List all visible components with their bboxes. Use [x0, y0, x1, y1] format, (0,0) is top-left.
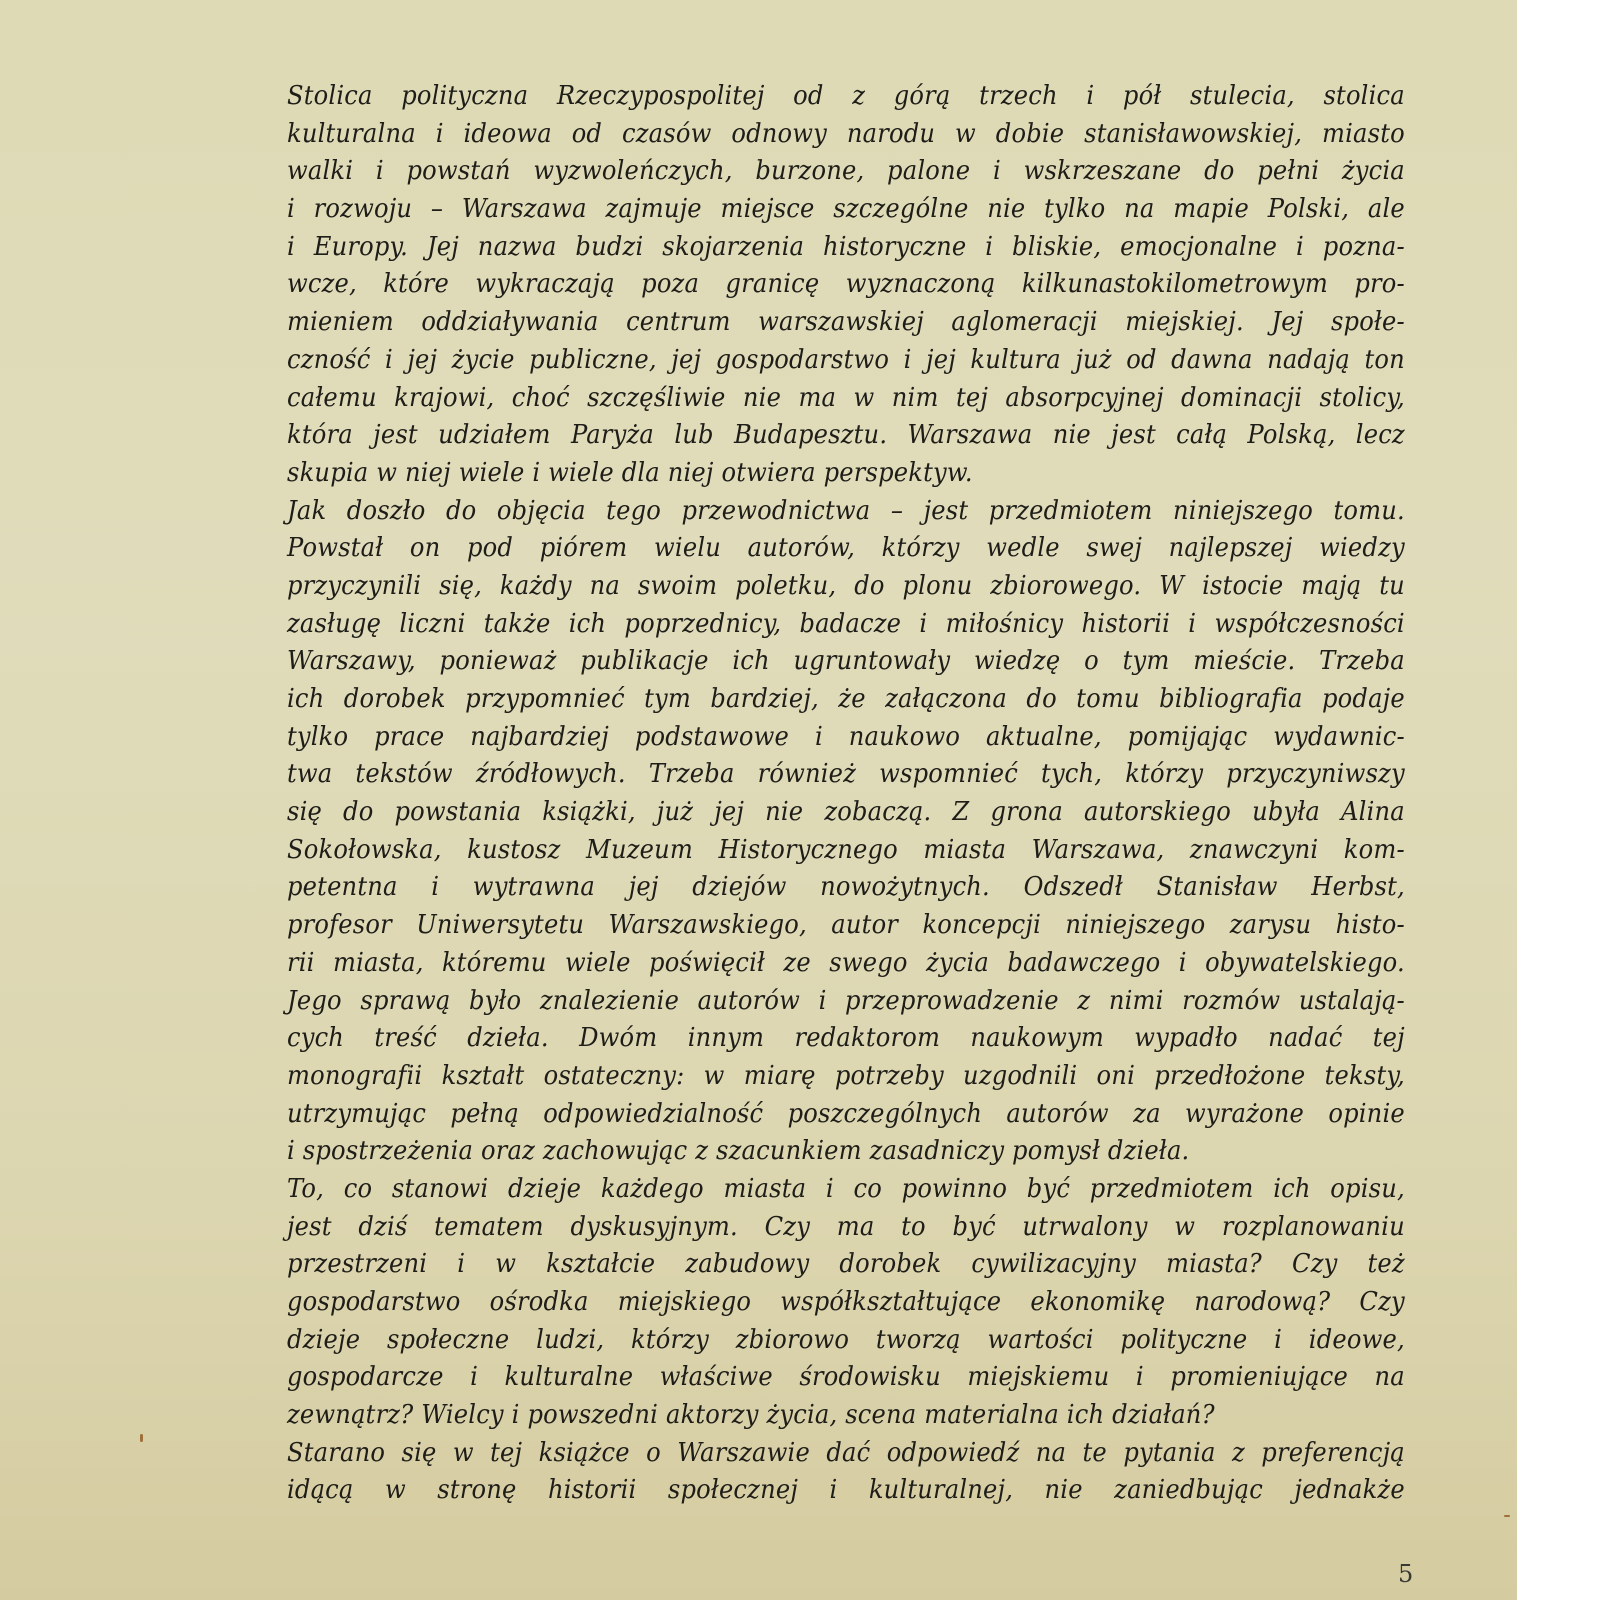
- text-line: Jego sprawą było znalezienie autorów i przeprowadzenie z nimi rozmów ustalają-: [287, 985, 1405, 1016]
- text-line: Warszawy, ponieważ publikacje ich ugruntowały wiedzę o tym mieście. Trzeba: [287, 646, 1405, 677]
- text-line: cych treść dzieła. Dwóm innym redaktorom naukowym wypadło nadać tej: [287, 1023, 1405, 1054]
- text-line: mieniem oddziaływania centrum warszawskiej aglomeracji miejskiej. Jej społe-: [287, 307, 1405, 338]
- text-line: kulturalna i ideowa od czasów odnowy narodu w dobie stanisławowskiej, miasto: [287, 118, 1405, 149]
- text-line: profesor Uniwersytetu Warszawskiego, autor koncepcji niniejszego zarysu histo-: [287, 910, 1405, 941]
- text-line: i Europy. Jej nazwa budzi skojarzenia historyczne i bliskie, emocjonalne i pozna-: [287, 231, 1405, 262]
- text-line: gospodarcze i kulturalne właściwe środowisku miejskiemu i promieniujące na: [287, 1362, 1405, 1393]
- text-line: czność i jej życie publiczne, jej gospodarstwo i jej kultura już od dawna nadają ton: [287, 344, 1405, 375]
- text-line: przestrzeni i w kształcie zabudowy dorobek cywilizacyjny miasta? Czy też: [287, 1249, 1405, 1280]
- text-line: To, co stanowi dzieje każdego miasta i co powinno być przedmiotem ich opisu,: [287, 1173, 1405, 1204]
- text-line: jest dziś tematem dyskusyjnym. Czy ma to być utrwalony w rozplanowaniu: [287, 1211, 1405, 1242]
- text-line: Jak doszło do objęcia tego przewodnictwa – jest przedmiotem niniejszego tomu.: [287, 495, 1405, 526]
- text-line: i spostrzeżenia oraz zachowując z szacunkiem zasadniczy pomysł dzieła.: [287, 1136, 1190, 1167]
- text-line: petentna i wytrawna jej dziejów nowożytnych. Odszedł Stanisław Herbst,: [287, 872, 1405, 903]
- text-line: Powstał on pod piórem wielu autorów, którzy wedle swej najlepszej wiedzy: [287, 533, 1405, 564]
- paper-speck: [140, 1434, 143, 1442]
- text-line: rii miasta, któremu wiele poświęcił ze swego życia badawczego i obywatelskiego.: [287, 947, 1405, 978]
- page-number: 5: [1398, 1560, 1414, 1588]
- text-line: wcze, które wykraczają poza granicę wyznaczoną kilkunastokilometrowym pro-: [287, 269, 1405, 300]
- text-line: się do powstania książki, już jej nie zobaczą. Z grona autorskiego ubyła Alina: [287, 797, 1405, 828]
- text-line: i rozwoju – Warszawa zajmuje miejsce szczególne nie tylko na mapie Polski, ale: [287, 194, 1405, 225]
- text-line: utrzymując pełną odpowiedzialność poszczególnych autorów za wyrażone opinie: [287, 1098, 1405, 1129]
- text-line: Stolica polityczna Rzeczypospolitej od z górą trzech i pół stulecia, stolica: [287, 81, 1405, 111]
- text-line: skupia w niej wiele i wiele dla niej otwiera perspektyw.: [287, 457, 973, 488]
- text-line: zewnątrz? Wielcy i powszedni aktorzy życia, scena materialna ich działań?: [287, 1400, 1215, 1431]
- paper-speck: [1504, 1515, 1510, 1517]
- text-line: idącą w stronę historii społecznej i kulturalnej, nie zaniedbując jednakże: [287, 1475, 1405, 1506]
- body-text: [287, 78, 1405, 1510]
- text-line: ich dorobek przypomnieć tym bardziej, że załączona do tomu bibliografia podaje: [287, 684, 1405, 714]
- text-line: całemu krajowi, choć szczęśliwie nie ma w nim tej absorpcyjnej dominacji stolicy,: [287, 382, 1405, 413]
- text-line: gospodarstwo ośrodka miejskiego współkształtujące ekonomikę narodową? Czy: [287, 1287, 1405, 1317]
- text-line: Starano się w tej książce o Warszawie dać odpowiedź na te pytania z preferencją: [287, 1437, 1405, 1468]
- text-line: monografii kształt ostateczny: w miarę potrzeby uzgodnili oni przedłożone teksty,: [287, 1060, 1405, 1091]
- text-line: przyczynili się, każdy na swoim poletku, do plonu zbiorowego. W istocie mają tu: [287, 570, 1405, 601]
- text-line: twa tekstów źródłowych. Trzeba również wspomnieć tych, którzy przyczyniwszy: [287, 759, 1405, 790]
- text-line: tylko prace najbardziej podstawowe i naukowo aktualne, pomijając wydawnic-: [287, 721, 1405, 752]
- text-line: walki i powstań wyzwoleńczych, burzone, palone i wskrzeszane do pełni życia: [287, 156, 1405, 187]
- text-line: która jest udziałem Paryża lub Budapesztu. Warszawa nie jest całą Polską, lecz: [287, 420, 1405, 451]
- text-line: Sokołowska, kustosz Muzeum Historycznego miasta Warszawa, znawczyni kom-: [287, 834, 1405, 865]
- text-line: dzieje społeczne ludzi, którzy zbiorowo tworzą wartości polityczne i ideowe,: [287, 1324, 1405, 1355]
- text-line: zasługę liczni także ich poprzednicy, badacze i miłośnicy historii i współczesności: [287, 608, 1405, 639]
